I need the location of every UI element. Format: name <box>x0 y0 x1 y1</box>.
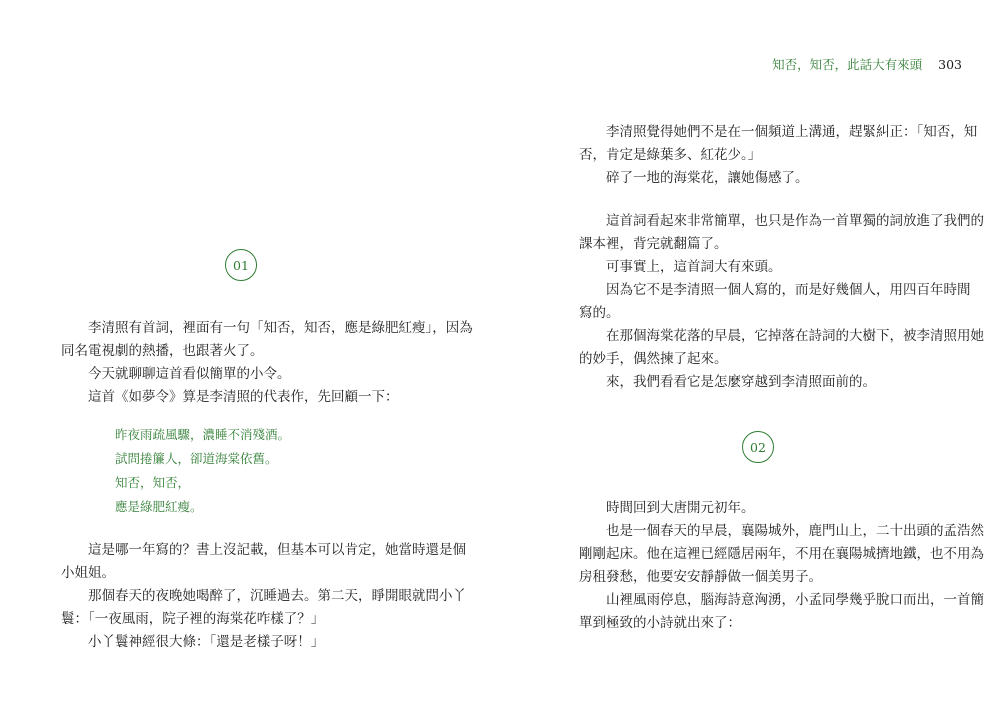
section-number-badge-01 <box>225 249 257 281</box>
text-line: 山裡風雨停息，腦海詩意洶湧，小孟同學幾乎脫口而出，一首簡 <box>606 592 984 608</box>
text-line: 剛剛起床。他在這裡已經隱居兩年，不用在襄陽城擠地鐵，也不用為 <box>579 546 984 562</box>
text-line: 的妙手，偶然揀了起來。 <box>579 351 728 367</box>
poem-line: 昨夜雨疏風驟，濃睡不消殘酒。 <box>115 427 291 442</box>
left-paragraph-block-2 <box>61 539 466 654</box>
text-line: 李清照有首詞，裡面有一句「知否，知否，應是綠肥紅瘦」，因為 <box>88 320 473 336</box>
section-number-badge-02 <box>742 431 774 463</box>
poem-line: 試問捲簾人，卻道海棠依舊。 <box>115 451 278 466</box>
page-number: 303 <box>938 57 962 72</box>
right-paragraph-block-2 <box>579 210 984 394</box>
right-paragraph-block-3 <box>579 497 984 635</box>
text-line: 這首詞看起來非常簡單，也只是作為一首單獨的詞放進了我們的 <box>606 213 984 229</box>
left-paragraph-block-1 <box>61 317 473 409</box>
poem-line: 知否，知否， <box>115 475 191 490</box>
text-line: 小丫鬟神經很大條：「還是老樣子呀！」 <box>88 634 325 650</box>
running-header <box>772 55 962 73</box>
poem-line: 應是綠肥紅瘦。 <box>115 499 203 514</box>
poem-block <box>115 423 290 519</box>
text-line: 李清照覺得她們不是在一個頻道上溝通，趕緊糾正：「知否，知 <box>606 124 978 140</box>
text-line: 這首《如夢令》算是李清照的代表作，先回顧一下： <box>88 389 399 405</box>
text-line: 鬟：「一夜風雨，院子裡的海棠花咋樣了？」 <box>61 611 325 627</box>
right-page <box>500 0 1000 724</box>
text-line: 那個春天的夜晚她喝醉了，沉睡過去。第二天，睜開眼就問小丫 <box>88 588 466 604</box>
text-line: 小姐姐。 <box>61 565 115 581</box>
text-line: 碎了一地的海棠花，讓她傷感了。 <box>606 170 809 186</box>
text-line: 房租發愁，他要安安靜靜做一個美男子。 <box>579 569 822 585</box>
text-line: 寫的。 <box>579 305 620 321</box>
text-line: 來，我們看看它是怎麼穿越到李清照面前的。 <box>606 374 876 390</box>
text-line: 因為它不是李清照一個人寫的，而是好幾個人，用四百年時間 <box>606 282 971 298</box>
text-line: 可事實上，這首詞大有來頭。 <box>606 259 782 275</box>
text-line: 在那個海棠花落的早晨，它掉落在詩詞的大樹下，被李清照用她 <box>606 328 984 344</box>
right-paragraph-block-1 <box>579 121 978 190</box>
text-line: 課本裡，背完就翻篇了。 <box>579 236 728 252</box>
text-line: 這是哪一年寫的？書上沒記載，但基本可以肯定，她當時還是個 <box>88 542 466 558</box>
text-line: 否，肯定是綠葉多、紅花少。」 <box>579 147 762 163</box>
section-number: 02 <box>750 439 766 455</box>
running-title: 知否，知否，此話大有來頭 <box>772 57 923 72</box>
section-number: 01 <box>233 257 249 273</box>
text-line: 單到極致的小詩就出來了： <box>579 615 741 631</box>
text-line: 時間回到大唐開元初年。 <box>606 500 755 516</box>
text-line: 同名電視劇的熱播，也跟著火了。 <box>61 343 264 359</box>
text-line: 今天就聊聊這首看似簡單的小令。 <box>88 366 291 382</box>
text-line: 也是一個春天的早晨，襄陽城外，鹿門山上，二十出頭的孟浩然 <box>606 523 984 539</box>
